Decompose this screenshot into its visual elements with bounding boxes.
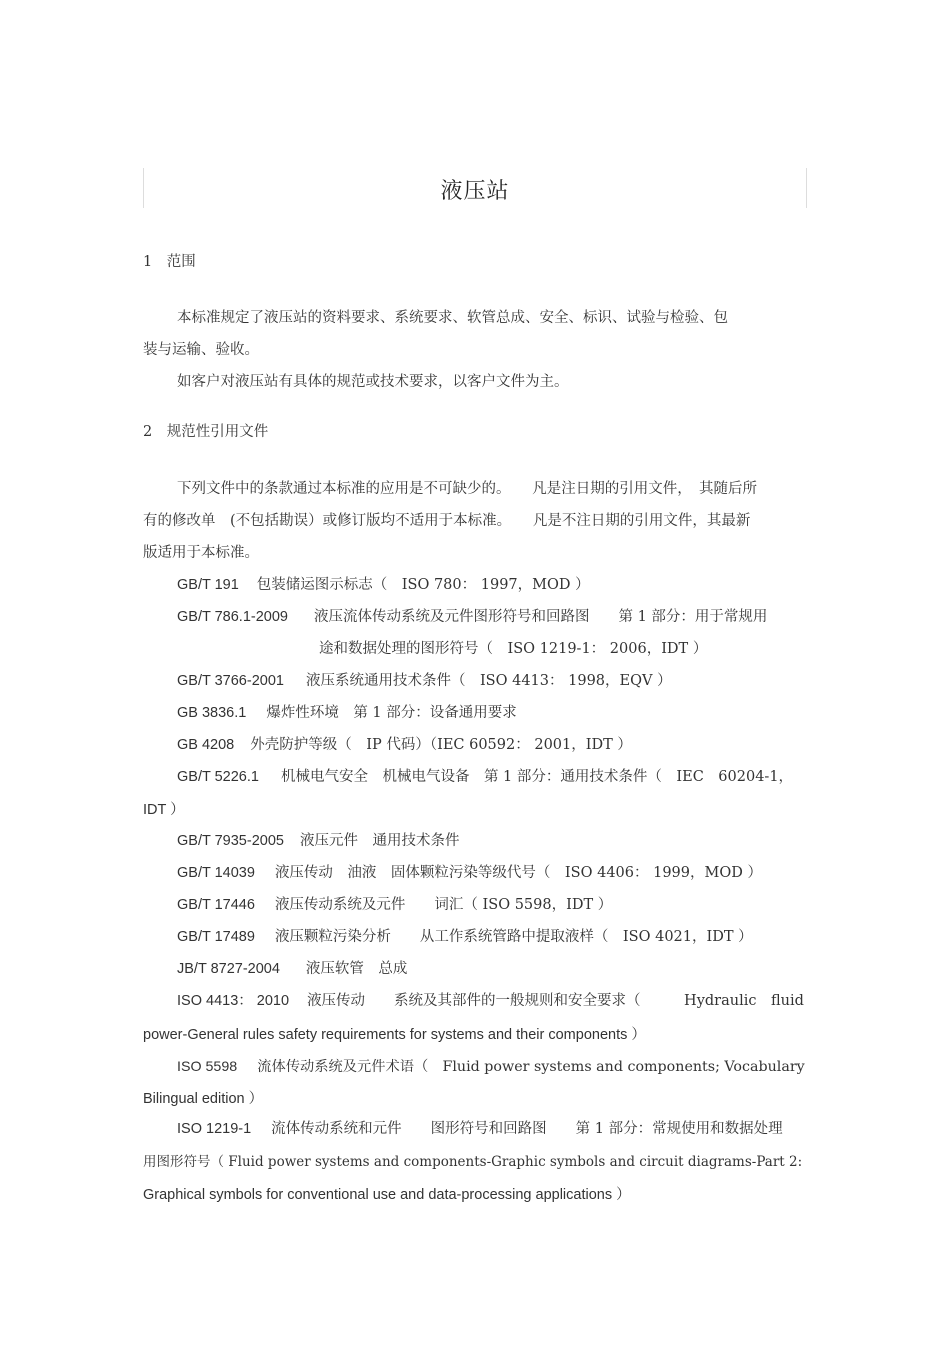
- reference-code: JB/T 8727-2004: [177, 961, 280, 977]
- reference-item: [177, 1057, 808, 1077]
- reference-item: [177, 735, 808, 755]
- reference-text: 液压传动 系统及其部件的一般规则和安全要求（ Hydraulic fluid: [307, 993, 804, 1009]
- reference-text: 流体传动系统和元件 图形符号和回路图 第 1 部分：常规使用和数据处理: [271, 1121, 783, 1137]
- reference-text: Bilingual edition ）: [143, 1091, 264, 1107]
- reference-item-cont: [319, 639, 808, 659]
- reference-code: ISO 5598: [177, 1059, 238, 1075]
- reference-item-cont: [143, 1185, 808, 1205]
- reference-item: [177, 767, 808, 787]
- reference-code: GB/T 5226.1: [177, 769, 259, 785]
- reference-text: 液压传动系统及元件 词汇（ ISO 5598，IDT ）: [274, 897, 613, 913]
- reference-code: ISO 1219-1: [177, 1121, 252, 1137]
- reference-text: 液压软管 总成: [305, 961, 408, 977]
- reference-code: GB 4208: [177, 737, 235, 753]
- reference-code: GB/T 17489: [177, 929, 255, 945]
- reference-item: [177, 671, 808, 691]
- reference-item: [177, 863, 808, 883]
- reference-item: [177, 991, 808, 1011]
- reference-item: [177, 831, 808, 851]
- section-1-heading: 1 范围: [143, 254, 196, 270]
- reference-code: GB/T 17446: [177, 897, 255, 913]
- reference-code: GB/T 191: [177, 577, 239, 593]
- reference-item-cont: [143, 1025, 808, 1045]
- section-1-paragraph: 本标准规定了液压站的资料要求、系统要求、软管总成、安全、标识、试验与检验、包: [177, 310, 728, 326]
- reference-code: GB 3836.1: [177, 705, 247, 721]
- reference-text: Graphical symbols for conventional use and data-processing applications ）: [143, 1187, 631, 1203]
- reference-text: 液压元件 通用技术条件: [299, 833, 460, 849]
- reference-item: [177, 607, 808, 627]
- reference-code: ISO 4413： 2010: [177, 993, 290, 1009]
- reference-text: 液压传动 油液 固体颗粒污染等级代号（ ISO 4406： 1999，MOD ）: [274, 865, 762, 881]
- reference-text: power-General rules safety requirements for systems and their components ）: [143, 1027, 646, 1043]
- reference-text: 流体传动系统及元件术语（ Fluid power systems and components; Vocabulary: [257, 1059, 805, 1075]
- reference-text: 机械电气安全 机械电气设备 第 1 部分：通用技术条件（ IEC 60204-1，: [280, 769, 794, 785]
- reference-code: GB/T 786.1-2009: [177, 609, 288, 625]
- section-2-intro-cont: 有的修改单 (不包括勘误）或修订版均不适用于本标准。 凡是不注日期的引用文件，其最新: [143, 513, 751, 529]
- reference-code: GB/T 7935-2005: [177, 833, 284, 849]
- reference-item-cont: [143, 1089, 808, 1109]
- reference-item: [177, 895, 808, 915]
- reference-text: 外壳防护等级（ IP 代码）（IEC 60592： 2001，IDT ）: [250, 737, 632, 753]
- section-1-paragraph-2: 如客户对液压站有具体的规范或技术要求，以客户文件为主。: [177, 374, 569, 390]
- reference-item-cont: [143, 1152, 808, 1172]
- reference-item: [177, 575, 808, 595]
- reference-text: 包装储运图示标志（ ISO 780： 1997，MOD ）: [256, 577, 590, 593]
- reference-text: 液压系统通用技术条件（ ISO 4413： 1998，EQV ）: [305, 673, 672, 689]
- reference-text: 途和数据处理的图形符号（ ISO 1219-1： 2006，IDT ）: [319, 641, 708, 657]
- section-2-heading: 2 规范性引用文件: [143, 424, 269, 440]
- reference-item: [177, 927, 808, 947]
- section-2-intro: 下列文件中的条款通过本标准的应用是不可缺少的。 凡是注日期的引用文件， 其随后所: [177, 481, 757, 497]
- reference-text: 液压流体传动系统及元件图形符号和回路图 第 1 部分：用于常规用: [313, 609, 768, 625]
- reference-item: [177, 703, 808, 723]
- reference-text: 爆炸性环境 第 1 部分：设备通用要求: [266, 705, 517, 721]
- section-1-paragraph-cont: 装与运输、验收。: [143, 342, 259, 358]
- reference-code: GB/T 3766-2001: [177, 673, 284, 689]
- reference-item: [177, 1119, 808, 1139]
- reference-item: [177, 959, 808, 979]
- reference-code: GB/T 14039: [177, 865, 255, 881]
- reference-text: 液压颗粒污染分析 从工作系统管路中提取液样（ ISO 4021，IDT ）: [274, 929, 753, 945]
- document-title: 液压站: [440, 179, 510, 204]
- reference-item-cont: [143, 800, 808, 820]
- reference-text: IDT ）: [143, 802, 185, 818]
- section-2-intro-cont: 版适用于本标准。: [143, 545, 259, 561]
- reference-text: 用图形符号（ Fluid power systems and components-Graphic symbols and circuit diagrams-Part 2:: [143, 1154, 803, 1170]
